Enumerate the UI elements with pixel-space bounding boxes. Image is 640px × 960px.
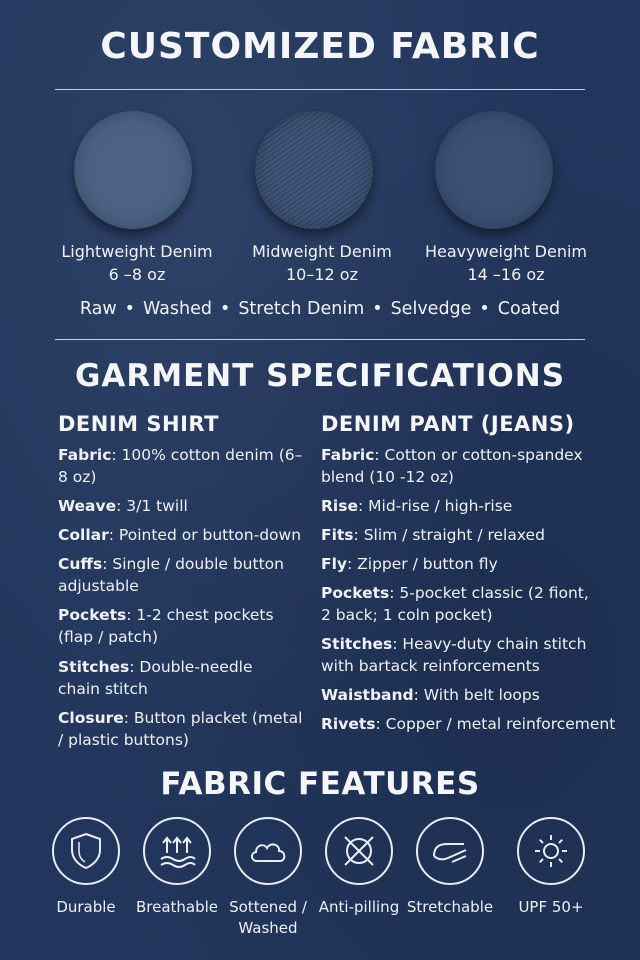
lightweight-denim-swatch xyxy=(74,111,192,229)
spec-key: Collar xyxy=(58,526,109,544)
spec-item: Fly: Zipper / button fly xyxy=(321,555,498,573)
fabric-name: Lightweight Denim xyxy=(61,242,213,261)
spec-item: Closure: Button placket (metal / plastic buttons) xyxy=(58,709,303,749)
page-title: CUSTOMIZED FABRIC xyxy=(100,26,540,67)
feature-stretchable xyxy=(400,817,500,918)
fabric-type: Selvedge xyxy=(390,299,472,319)
spec-item: Pockets: 5-pocket classic (2 fiont, 2 back; 1 coln pocket) xyxy=(321,584,589,624)
spec-value: With belt loops xyxy=(423,686,540,704)
feature-breathable xyxy=(127,817,227,918)
fabric-weight: 10–12 oz xyxy=(286,265,358,284)
feature-durable xyxy=(36,817,136,918)
spec-value: Zipper / button fly xyxy=(357,555,498,573)
fabric-type: Coated xyxy=(497,299,561,319)
feature-anti-pilling xyxy=(309,817,409,918)
spec-key: Fabric xyxy=(58,446,112,464)
spec-value: Slim / straight / relaxed xyxy=(363,526,545,544)
spec-key: Fits xyxy=(321,526,354,544)
spec-key: Pockets xyxy=(58,606,127,624)
feature-label: Stretchable xyxy=(406,898,494,916)
spec-value: 1-2 chest pockets (flap / patch) xyxy=(58,606,274,646)
sun-icon xyxy=(517,817,585,885)
feature-upf xyxy=(501,817,601,918)
spec-item: Fabric: 100% cotton denim (6–8 oz) xyxy=(58,446,303,486)
spec-item: Stitches: Double-needle chain stitch xyxy=(58,658,253,698)
spec-key: Rise xyxy=(321,497,358,515)
shirt-title: DENIM SHIRT xyxy=(58,412,219,436)
stretch-fabric-icon xyxy=(416,817,484,885)
feature-label: Durable xyxy=(56,898,116,916)
spec-item: Fits: Slim / straight / relaxed xyxy=(321,526,545,544)
cloud-icon xyxy=(234,817,302,885)
feature-label: Anti-pilling xyxy=(318,898,400,916)
spec-value: 100% cotton denim (6–8 oz) xyxy=(58,446,303,486)
spec-item: Cuffs: Single / double button adjustable xyxy=(58,555,284,595)
fabric-types-list xyxy=(0,299,640,319)
divider-middle xyxy=(55,339,585,340)
spec-key: Stitches xyxy=(321,635,393,653)
spec-item: Rivets: Copper / metal reinforcement xyxy=(321,715,616,733)
fabric-label-heavyweight xyxy=(406,240,606,286)
spec-key: Closure xyxy=(58,709,124,727)
spec-value: Pointed or button-down xyxy=(118,526,302,544)
feature-label: Breathable xyxy=(135,898,219,916)
spec-value: Double-needle chain stitch xyxy=(58,658,253,698)
spec-item: Waistband: With belt loops xyxy=(321,686,540,704)
spec-key: Waistband xyxy=(321,686,414,704)
fabric-name: Heavyweight Denim xyxy=(425,242,587,261)
spec-key: Cuffs xyxy=(58,555,103,573)
shield-icon xyxy=(52,817,120,885)
feature-softened-washed xyxy=(218,817,318,939)
feature-label: UPF 50+ xyxy=(518,898,584,916)
spec-value: Copper / metal reinforcement xyxy=(385,715,616,733)
fabric-weight: 6 –8 oz xyxy=(108,265,166,284)
spec-item: Weave: 3/1 twill xyxy=(58,497,188,515)
pant-title: DENIM PANT (JEANS) xyxy=(321,412,575,436)
fabric-type: Stretch Denim xyxy=(238,299,365,319)
airflow-arrows-icon xyxy=(143,817,211,885)
spec-value: Heavy-duty chain stitch with bartack reinforcements xyxy=(321,635,587,675)
crossed-circle-icon xyxy=(325,817,393,885)
spec-item: Rise: Mid-rise / high-rise xyxy=(321,497,513,515)
spec-key: Fly xyxy=(321,555,348,573)
divider-top xyxy=(55,89,585,90)
spec-item: Collar: Pointed or button-down xyxy=(58,526,302,544)
spec-value: Single / double button adjustable xyxy=(58,555,284,595)
spec-value: Mid-rise / high-rise xyxy=(368,497,513,515)
feature-label: Sottened / Washed xyxy=(229,898,307,937)
spec-key: Pockets xyxy=(321,584,390,602)
fabric-name: Midweight Denim xyxy=(252,242,392,261)
midweight-denim-swatch xyxy=(255,111,373,229)
spec-key: Rivets xyxy=(321,715,376,733)
fabric-label-lightweight xyxy=(37,240,237,286)
separator-dot: • xyxy=(479,299,490,319)
spec-item: Stitches: Heavy-duty chain stitch with bartack reinforcements xyxy=(321,635,587,675)
spec-item: Pockets: 1-2 chest pockets (flap / patch) xyxy=(58,606,274,646)
fabric-type: Washed xyxy=(142,299,212,319)
spec-item: Fabric: Cotton or cotton-spandex blend (10 -12 oz) xyxy=(321,446,583,486)
spec-key: Stitches xyxy=(58,658,130,676)
features-title: FABRIC FEATURES xyxy=(160,766,480,802)
spec-key: Weave xyxy=(58,497,117,515)
fabric-type: Raw xyxy=(79,299,117,319)
fabric-weight: 14 –16 oz xyxy=(467,265,545,284)
heavyweight-denim-swatch xyxy=(435,111,553,229)
spec-value: Cotton or cotton-spandex blend (10 -12 oz) xyxy=(321,446,583,486)
separator-dot: • xyxy=(372,299,383,319)
spec-value: 5-pocket classic (2 fiont, 2 back; 1 coln pocket) xyxy=(321,584,589,624)
spec-value: 3/1 twill xyxy=(126,497,188,515)
separator-dot: • xyxy=(219,299,231,319)
specs-title: GARMENT SPECIFICATIONS xyxy=(74,358,566,394)
spec-key: Fabric xyxy=(321,446,375,464)
separator-dot: • xyxy=(124,299,135,319)
spec-value: Button placket (metal / plastic buttons) xyxy=(58,709,303,749)
fabric-label-midweight xyxy=(222,240,422,286)
